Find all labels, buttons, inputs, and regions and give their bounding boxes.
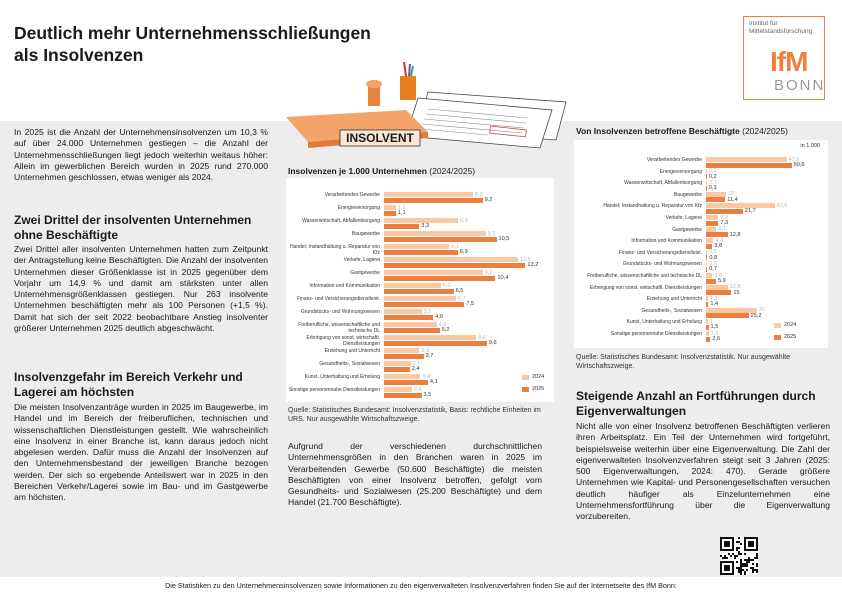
value-label-2025: 3,8 bbox=[714, 243, 723, 250]
bar-2025 bbox=[706, 267, 707, 272]
chart2-source: Quelle: Statistisches Bundesamt: Insolvenzstatistik. Nur ausgewählte Wirtschaftszweige. bbox=[576, 354, 790, 370]
value-label-2025: 2,4 bbox=[411, 366, 420, 372]
bar-2025 bbox=[706, 163, 792, 168]
bar-2024 bbox=[706, 192, 726, 197]
legend-label-2025: 2025 bbox=[784, 334, 797, 340]
value-label-2025: 0,2 bbox=[708, 173, 717, 180]
bar-2024 bbox=[384, 257, 518, 262]
bar-2024 bbox=[384, 348, 419, 353]
value-label-2024: 1,5 bbox=[710, 330, 719, 337]
value-label-2025: 50,6 bbox=[793, 162, 805, 168]
intro-paragraph: In 2025 ist die Anzahl der Unternehmensinsolvenzen um 10,3 % auf über 24.000 Unternehmen gestiegen – die Anzahl der Unternehmensschließungen liegt jedoch weiterhin weitaus höher: Allein im gewerblichen Bereich wurden in 2025 rund 270.000 Unternehmen geschlossen, etwas weniger als 2024. bbox=[14, 127, 268, 183]
category-label: Erziehung und Unterricht bbox=[646, 296, 702, 303]
bar-2025 bbox=[384, 250, 458, 255]
value-label-2024: 30 bbox=[758, 307, 765, 314]
value-label-2024: 7,3 bbox=[720, 214, 729, 221]
legend-label-2024: 2024 bbox=[784, 322, 797, 328]
bar-2025 bbox=[706, 302, 708, 307]
bar-2024 bbox=[706, 215, 718, 220]
bar-2024 bbox=[384, 309, 422, 314]
bar-2024 bbox=[384, 361, 411, 366]
category-label: Gesundheits-, Sozialwesen bbox=[319, 361, 380, 367]
value-label-2025: 1,5 bbox=[710, 324, 719, 331]
bar-2024 bbox=[384, 244, 449, 249]
bar-2024 bbox=[706, 261, 707, 266]
paragraph-beschaeftigte: Aufgrund der verschiedenen durchschnittlichen Unternehmensgrößen in den Branchen waren in 2025 im Verarbeitenden Gewerbe (50.600 Beschäftigte) die meisten Beschäftigten von einer Insolvenz betroffen, gefolgt vom Gesundheits- und Sozialwesen (25.200 Beschäftigte) und dem Handel (21.700 Beschäftigte). bbox=[288, 441, 542, 508]
bar-2024 bbox=[384, 231, 486, 236]
insolvent-stamp-illustration bbox=[278, 62, 578, 154]
bar-2025 bbox=[384, 328, 440, 333]
bar-2025 bbox=[706, 244, 712, 249]
logo-bonn-text: BONN bbox=[774, 77, 826, 94]
category-label: Grundstücks- und Wohnungswesen bbox=[622, 261, 702, 268]
value-label-2025: 7,5 bbox=[466, 301, 475, 307]
value-label-2024: 47,6 bbox=[788, 156, 800, 163]
bar-2024 bbox=[706, 273, 712, 278]
bar-2025 bbox=[384, 289, 454, 294]
category-label: Kunst, Unterhaltung und Erholung bbox=[304, 374, 380, 380]
bar-2025 bbox=[384, 198, 483, 203]
bar-2025 bbox=[384, 315, 433, 320]
bar-2024 bbox=[384, 283, 441, 288]
value-label-2025: 7,3 bbox=[720, 220, 729, 226]
value-label-2024: 12 bbox=[728, 191, 735, 198]
bar-2025 bbox=[384, 302, 464, 307]
bar-2024 bbox=[384, 322, 437, 327]
value-label-2025: 1,1 bbox=[397, 210, 406, 216]
category-label: Sonstige personennahe Dienstleistungen bbox=[610, 331, 702, 337]
category-label: Erbringung von sonst. wirtschaftl. Dienstleistungen bbox=[589, 284, 702, 291]
chart2-betroffene-beschaeftigte bbox=[574, 140, 828, 348]
title-line-2: als Insolvenzen bbox=[14, 45, 144, 65]
category-label: Verarbeitendes Gewerbe bbox=[324, 192, 380, 198]
value-label-2024: 1,1 bbox=[397, 204, 406, 211]
value-label-2025: 0,7 bbox=[709, 266, 717, 273]
category-label: Energieversorgung bbox=[659, 168, 702, 175]
category-label: Verkehr, Lagerei bbox=[343, 257, 380, 263]
value-label-2025: 15 bbox=[733, 289, 740, 296]
bar-2024 bbox=[706, 169, 707, 174]
qr-code[interactable] bbox=[720, 537, 758, 575]
chart1-insolvenzen-je-1000 bbox=[286, 178, 554, 402]
category-label: Information und Kommunikation bbox=[309, 283, 380, 289]
value-label-2025: 5,2 bbox=[441, 327, 450, 333]
category-label: Verkehr, Lagerei bbox=[665, 215, 702, 221]
value-label-2025: 11,4 bbox=[727, 196, 738, 203]
category-label: Erziehung und Unterricht bbox=[324, 348, 380, 354]
chart2-title: Von Insolvenzen betroffene Beschäftigte (2024/2025) bbox=[576, 126, 788, 136]
value-label-2025: 1,4 bbox=[710, 301, 719, 308]
bar-2024 bbox=[706, 308, 757, 313]
logo-institute-text: Institut für Mittelstandsforschung bbox=[749, 20, 813, 35]
bar-2024 bbox=[384, 335, 476, 340]
bar-2024 bbox=[706, 285, 728, 290]
value-label-2024: 5,3 bbox=[442, 282, 451, 289]
chart1-source: Quelle: Statistisches Bundesamt: Insolvenzstatistik, Basis: rechtliche Einheiten im URS. Nur ausgewählte Wirtschaftszweige. bbox=[288, 407, 541, 423]
value-label-2025: 21,7 bbox=[744, 208, 756, 215]
bar-2024 bbox=[706, 157, 787, 162]
bar-2024 bbox=[706, 250, 707, 255]
bar-2025 bbox=[706, 313, 749, 318]
category-label: Energieversorgung bbox=[337, 205, 380, 211]
value-label-2025: 0,8 bbox=[709, 254, 718, 261]
bar-2024 bbox=[706, 296, 708, 301]
category-label: Gastgewerbe bbox=[350, 270, 380, 276]
bar-2025 bbox=[384, 341, 487, 346]
category-label: Sonstige personennahe Dienstleistungen bbox=[288, 387, 380, 393]
value-label-2025: 3,5 bbox=[423, 392, 432, 398]
value-label-2025: 0,3 bbox=[708, 185, 717, 192]
bar-2025 bbox=[384, 380, 428, 385]
paragraph-zwei-drittel: Zwei Drittel aller insolventen Unternehmen hatten zum Zeitpunkt der Antragstellung keine Beschäftigten. Die Anzahl der insolventen Unternehmen dieser Größenklasse ist in 2025 gegenüber dem Vorjahr um 14,9 % und damit am stärksten unter allen Unternehmensgrößenklassen gestiegen. Nur 263 insolvente Unternehmen beschäftigten mehr als 100 Personen (+1,5 %). Damit hat sich der seit 2022 beobachtbare Anstieg insolventer größerer Unternehmen 2025 deutlich abgeschwächt. bbox=[14, 244, 268, 334]
value-label-2025: 4,6 bbox=[435, 314, 444, 320]
footer-note: Die Statistiken zu den Unternehmensinsolvenzen sowie Informationen zu den eigenverwalteten Insolvenzverfahren finden Sie auf der Internetseite des IfM Bonn: bbox=[165, 581, 677, 590]
bar-2024 bbox=[706, 180, 707, 185]
legend-label-2025: 2025 bbox=[532, 386, 545, 392]
value-label-2024: 6,1 bbox=[718, 226, 727, 233]
bar-2025 bbox=[384, 393, 422, 398]
bar-2025 bbox=[706, 221, 718, 226]
value-label-2024: 2,6 bbox=[413, 386, 422, 393]
logo-ifm-text: IfM bbox=[770, 46, 808, 77]
value-label-2025: 9,2 bbox=[484, 197, 493, 203]
category-label: Information und Kommunikation bbox=[631, 238, 702, 245]
category-label: Wasserwirtschaft, Abfallentsorgung bbox=[624, 180, 702, 187]
bar-2025 bbox=[706, 186, 707, 191]
legend-label-2024: 2024 bbox=[532, 374, 545, 380]
bar-2024 bbox=[384, 374, 420, 379]
value-label-2024: 6,1 bbox=[451, 243, 460, 250]
category-label: Finanz- und Versicherungsdienstleist. bbox=[618, 249, 702, 256]
value-label-2024: 3,8 bbox=[714, 272, 723, 279]
stamp-label-text: INSOLVENT bbox=[346, 131, 414, 145]
value-label-2024: 4,9 bbox=[438, 321, 447, 328]
value-label-2024: 9,5 bbox=[487, 230, 496, 237]
value-label-2024: 40,5 bbox=[776, 202, 788, 209]
value-label-2024: 12,8 bbox=[729, 284, 741, 291]
bar-2024 bbox=[384, 192, 473, 197]
heading-insolvenzgefahr: Insolvenzgefahr im Bereich Verkehr und Lagerei am höchsten bbox=[14, 370, 243, 399]
bar-2025 bbox=[384, 211, 396, 216]
value-label-2024: 1,2 bbox=[710, 295, 718, 302]
bar-2024 bbox=[706, 227, 716, 232]
bar-2025 bbox=[384, 263, 525, 268]
value-label-2024: 0,7 bbox=[709, 179, 717, 186]
bar-2025 bbox=[706, 279, 716, 284]
value-label-2025: 10,5 bbox=[498, 236, 510, 242]
bar-2024 bbox=[384, 205, 396, 210]
bar-2024 bbox=[706, 319, 708, 324]
value-label-2024: 6,9 bbox=[459, 217, 468, 224]
value-label-2024: 8,3 bbox=[474, 191, 483, 198]
value-label-2024: 3,4 bbox=[422, 373, 431, 380]
legend-swatch-2024 bbox=[774, 323, 781, 328]
category-label: Grundstücks- und Wohnungswesen bbox=[300, 309, 380, 315]
value-label-2024: 0,6 bbox=[709, 260, 717, 267]
bar-2025 bbox=[706, 174, 707, 179]
bar-2024 bbox=[706, 331, 709, 336]
bar-2025 bbox=[706, 337, 710, 342]
value-label-2024: 12,5 bbox=[519, 256, 531, 263]
value-label-2024: 0,5 bbox=[708, 249, 717, 256]
bar-2025 bbox=[384, 237, 497, 242]
value-label-2025: 6,9 bbox=[459, 249, 468, 255]
category-label: Wasserwirtschaft, Abfallentsorgung bbox=[302, 218, 380, 224]
value-label-2025: 3,7 bbox=[425, 353, 434, 359]
bar-2025 bbox=[706, 197, 725, 202]
value-label-2025: 9,6 bbox=[488, 340, 497, 346]
value-label-2025: 2,6 bbox=[712, 336, 721, 342]
bar-2025 bbox=[384, 354, 424, 359]
bar-2024 bbox=[384, 387, 412, 392]
category-label: Freiberufliche, wissenschaftliche und technische DL bbox=[298, 322, 380, 334]
bar-2024 bbox=[384, 296, 456, 301]
value-label-2024: 1 bbox=[709, 318, 713, 325]
page-title bbox=[14, 22, 434, 66]
bar-2025 bbox=[706, 290, 731, 295]
bar-2025 bbox=[706, 232, 728, 237]
category-label: Kunst, Unterhaltung und Erholung bbox=[626, 319, 702, 326]
value-label-2024: 6,7 bbox=[457, 295, 466, 302]
value-label-2025: 5,9 bbox=[717, 278, 726, 284]
value-label-2025: 12,8 bbox=[729, 231, 741, 238]
legend-swatch-2025 bbox=[774, 335, 781, 340]
value-label-2025: 6,5 bbox=[455, 288, 464, 294]
value-label-2024: 4,4 bbox=[715, 237, 724, 244]
value-label-2024: 3,5 bbox=[423, 308, 432, 315]
value-label-2024: 2,5 bbox=[412, 360, 421, 367]
value-label-2025: 25,2 bbox=[750, 312, 762, 319]
value-label-2025: 4,1 bbox=[429, 379, 438, 385]
category-label: Verarbeitendes Gewerbe bbox=[646, 157, 702, 163]
value-label-2024: 3,3 bbox=[421, 347, 430, 354]
category-label: Gesundheits-, Sozialwesen bbox=[641, 307, 702, 314]
paragraph-insolvenzgefahr: Die meisten Insolvenzanträge wurden in 2025 im Baugewerbe, im Handel und im Bereich der freiberuflichen, technischen und wissenschaftlichen Dienstleistungen gestellt. Wie wahrscheinlich eine Insolvenz in einer Branche ist, kann daraus jedoch nicht abgelesen werden. Dafür muss die Anzahl der Insolvenzen auf den Unternehmensbestand der jeweiligen Branche bezogen werden. Der sich so ergebende Anteilswert war in 2025 in den Bereichen Verkehr/Lagerei sowie im Bau- und im Gastgewerbe am höchsten. bbox=[14, 402, 268, 503]
value-label-2025: 13,2 bbox=[527, 262, 539, 268]
value-label-2024: 8,6 bbox=[478, 334, 486, 341]
bar-2025 bbox=[384, 224, 419, 229]
legend-swatch-2025 bbox=[522, 387, 529, 392]
pen-holder bbox=[400, 76, 416, 100]
value-label-2024: 0,2 bbox=[708, 168, 717, 175]
bar-2025 bbox=[706, 209, 743, 214]
heading-eigenverwaltungen: Steigende Anzahl an Fortführungen durch Eigenverwaltungen bbox=[576, 389, 816, 418]
bar-2025 bbox=[706, 325, 709, 330]
heading-zwei-drittel: Zwei Drittel der insolventen Unternehmen ohne Beschäftigte bbox=[14, 213, 252, 242]
category-label: Handel; Instandhaltung u. Reparatur von Kfz bbox=[603, 203, 702, 210]
category-label: Gastgewerbe bbox=[672, 226, 702, 233]
bar-2025 bbox=[384, 367, 410, 372]
bar-2024 bbox=[384, 270, 483, 275]
value-label-2025: 3,3 bbox=[421, 223, 430, 229]
bar-2025 bbox=[706, 255, 707, 260]
category-label: Handel; Instandhaltung u. Reparatur von Kfz bbox=[289, 244, 380, 256]
bar-2024 bbox=[706, 203, 775, 208]
chart-unit-label: in 1.000 bbox=[800, 143, 820, 149]
bar-2025 bbox=[384, 276, 495, 281]
value-label-2024: 9,2 bbox=[484, 269, 493, 276]
chart1-title: Insolvenzen je 1.000 Unternehmen (2024/2025) bbox=[288, 166, 476, 176]
paragraph-eigenverwaltungen: Nicht alle von einer Insolvenz betroffenen Beschäftigten verlieren ihren Arbeitsplatz. Ein Teil der Unternehmen wird fortgeführt, beispielsweise weiterhin über eine Eigenverwaltung. Die Zahl der eigenverwalteten Insolvenzverfahren steigt seit 3 Jahren (2025: 500 Eigenverwaltungen, 2024: 470). Gerade größere Unternehmen wie Kapital- und Personengesellschaften versuchen deutlich häufiger als Einzelunternehmen eine Unternehmensfortführung über die Eigenverwaltung vorzubereiten. bbox=[576, 421, 830, 522]
category-label: Baugewerbe bbox=[351, 231, 380, 237]
category-label: Freiberufliche, wissenschaftliche und technische DL bbox=[587, 273, 702, 279]
bar-2024 bbox=[706, 238, 713, 243]
category-label: Finanz- und Versicherungsdienstleist. bbox=[296, 296, 380, 302]
category-label: Erbringung von sonst. wirtschaftl. Dienstleistungen bbox=[306, 335, 380, 347]
legend-swatch-2024 bbox=[522, 375, 529, 380]
value-label-2025: 10,4 bbox=[497, 275, 509, 281]
title-line-1: Deutlich mehr Unternehmensschließungen bbox=[14, 23, 371, 43]
category-label: Baugewerbe bbox=[673, 191, 702, 198]
